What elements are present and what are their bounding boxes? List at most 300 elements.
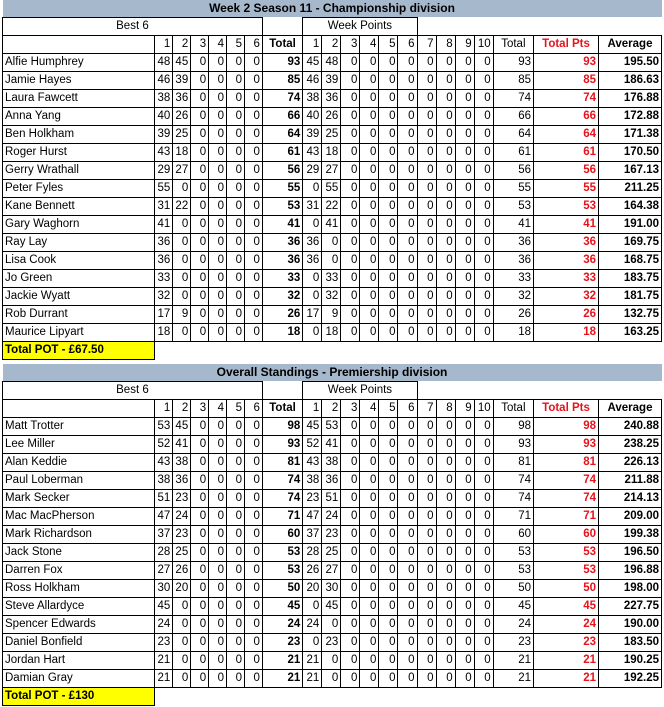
average: 196.50 [599, 544, 662, 562]
week-score: 0 [379, 562, 398, 580]
week-score: 0 [417, 306, 436, 324]
best6-total: 81 [262, 454, 302, 472]
week-score: 0 [436, 198, 455, 216]
week-score: 0 [303, 270, 322, 288]
week-score: 0 [474, 234, 493, 252]
premiership-best-col-header: 1 [155, 400, 173, 418]
championship-title: Week 2 Season 11 - Championship division [3, 0, 662, 18]
week-score: 0 [341, 634, 360, 652]
week-score: 0 [436, 288, 455, 306]
total-pts: 93 [534, 54, 599, 72]
best-score: 0 [227, 324, 245, 342]
week-score: 0 [436, 418, 455, 436]
average: 168.75 [599, 252, 662, 270]
week-score: 23 [322, 634, 341, 652]
best-score: 0 [209, 198, 227, 216]
week-score: 0 [379, 508, 398, 526]
total-pts: 64 [534, 126, 599, 144]
championship-week-col-header: 3 [341, 36, 360, 54]
player-name: Lisa Cook [3, 252, 155, 270]
best-score: 0 [209, 436, 227, 454]
championship-total-pts-header: Total Pts [534, 36, 599, 54]
best6-total: 45 [262, 598, 302, 616]
week-score: 38 [303, 90, 322, 108]
week-score: 47 [303, 508, 322, 526]
premiership-week-col-header: 9 [455, 400, 474, 418]
premiership-best-col-header: 4 [209, 400, 227, 418]
best6-total: 74 [262, 490, 302, 508]
week-score: 0 [303, 288, 322, 306]
week-total: 61 [493, 144, 533, 162]
table-row [3, 598, 662, 616]
best-score: 18 [155, 324, 173, 342]
week-score: 21 [303, 652, 322, 670]
week-score: 0 [417, 490, 436, 508]
week-score: 0 [436, 162, 455, 180]
best-score: 0 [209, 306, 227, 324]
best-score: 0 [191, 454, 209, 472]
week-score: 0 [360, 436, 379, 454]
week-score: 0 [360, 616, 379, 634]
best-score: 43 [155, 454, 173, 472]
championship-total-header: Total [262, 36, 302, 54]
player-name: Kane Bennett [3, 198, 155, 216]
week-score: 0 [455, 234, 474, 252]
week-total: 21 [493, 652, 533, 670]
week-score: 0 [379, 418, 398, 436]
week-score: 0 [398, 670, 417, 688]
week-score: 0 [360, 508, 379, 526]
week-score: 36 [322, 90, 341, 108]
best6-total: 23 [262, 634, 302, 652]
week-score: 0 [398, 418, 417, 436]
week-score: 0 [417, 54, 436, 72]
week-score: 0 [417, 418, 436, 436]
best-score: 0 [191, 126, 209, 144]
best-score: 0 [244, 508, 262, 526]
best-score: 0 [244, 324, 262, 342]
week-score: 0 [398, 306, 417, 324]
player-name: Ray Lay [3, 234, 155, 252]
best-score: 33 [155, 270, 173, 288]
week-score: 32 [322, 288, 341, 306]
week-score: 0 [360, 472, 379, 490]
total-pts: 74 [534, 90, 599, 108]
total-pts: 23 [534, 634, 599, 652]
best-score: 0 [191, 616, 209, 634]
week-total: 36 [493, 252, 533, 270]
week-score: 0 [379, 634, 398, 652]
best6-total: 98 [262, 418, 302, 436]
best-score: 0 [191, 306, 209, 324]
best-score: 0 [173, 216, 191, 234]
best-score: 0 [227, 180, 245, 198]
week-score: 0 [436, 526, 455, 544]
player-name: Roger Hurst [3, 144, 155, 162]
week-total: 53 [493, 198, 533, 216]
best-score: 0 [244, 180, 262, 198]
premiership-best-col-header: 5 [227, 400, 245, 418]
week-score: 0 [360, 144, 379, 162]
week-score: 0 [474, 324, 493, 342]
best-score: 25 [173, 544, 191, 562]
best-score: 0 [244, 580, 262, 598]
table-row [3, 454, 662, 472]
premiership-total-pot: Total POT - £130 [3, 688, 155, 706]
week-score: 0 [379, 472, 398, 490]
best-score: 21 [155, 652, 173, 670]
best6-total: 56 [262, 162, 302, 180]
table-row [3, 324, 662, 342]
week-score: 0 [341, 108, 360, 126]
week-score: 0 [398, 490, 417, 508]
championship-total-pot: Total POT - £67.50 [3, 342, 155, 360]
week-score: 0 [455, 508, 474, 526]
week-score: 0 [398, 288, 417, 306]
championship-week-col-header: 10 [474, 36, 493, 54]
championship-best-col-header: 2 [173, 36, 191, 54]
week-score: 0 [379, 216, 398, 234]
best-score: 0 [209, 526, 227, 544]
week-score: 0 [455, 634, 474, 652]
week-score: 0 [398, 270, 417, 288]
best-score: 0 [191, 144, 209, 162]
table-row [3, 670, 662, 688]
player-name: Paul Loberman [3, 472, 155, 490]
week-score: 0 [455, 324, 474, 342]
week-score: 23 [303, 490, 322, 508]
week-score: 0 [474, 180, 493, 198]
week-score: 0 [436, 126, 455, 144]
week-score: 0 [360, 90, 379, 108]
week-score: 0 [360, 126, 379, 144]
week-score: 0 [398, 90, 417, 108]
best-score: 26 [173, 108, 191, 126]
week-score: 0 [360, 544, 379, 562]
best-score: 0 [173, 252, 191, 270]
week-score: 0 [417, 108, 436, 126]
total-pts: 53 [534, 198, 599, 216]
average: 199.38 [599, 526, 662, 544]
week-total: 53 [493, 544, 533, 562]
championship-average-header: Average [599, 36, 662, 54]
average: 163.25 [599, 324, 662, 342]
week-score: 0 [417, 508, 436, 526]
week-score: 0 [436, 490, 455, 508]
week-score: 24 [322, 508, 341, 526]
best-score: 22 [173, 198, 191, 216]
week-score: 0 [436, 472, 455, 490]
best-score: 0 [227, 652, 245, 670]
week-score: 0 [398, 54, 417, 72]
week-score: 38 [303, 472, 322, 490]
best-score: 0 [227, 270, 245, 288]
premiership-title: Overall Standings - Premiership division [3, 364, 662, 382]
best-score: 0 [209, 580, 227, 598]
best-score: 37 [155, 526, 173, 544]
week-score: 0 [417, 436, 436, 454]
week-score: 0 [341, 72, 360, 90]
premiership-week-col-header: 1 [303, 400, 322, 418]
best-score: 0 [191, 198, 209, 216]
best-score: 0 [191, 418, 209, 436]
week-score: 0 [436, 616, 455, 634]
week-score: 0 [474, 598, 493, 616]
best6-total: 26 [262, 306, 302, 324]
week-score: 0 [398, 652, 417, 670]
player-name: Ben Holkham [3, 126, 155, 144]
championship-best-col-header: 6 [244, 36, 262, 54]
best-score: 0 [227, 90, 245, 108]
week-score: 0 [398, 508, 417, 526]
week-score: 0 [455, 652, 474, 670]
week-score: 0 [379, 252, 398, 270]
player-name: Alfie Humphrey [3, 54, 155, 72]
week-score: 0 [379, 580, 398, 598]
best-score: 36 [173, 90, 191, 108]
average: 169.75 [599, 234, 662, 252]
best-score: 0 [244, 670, 262, 688]
total-pts: 81 [534, 454, 599, 472]
best-score: 0 [244, 108, 262, 126]
week-score: 0 [474, 580, 493, 598]
week-score: 36 [303, 234, 322, 252]
week-score: 0 [379, 598, 398, 616]
best-score: 24 [173, 508, 191, 526]
week-score: 0 [455, 490, 474, 508]
best-score: 36 [155, 252, 173, 270]
week-score: 0 [398, 126, 417, 144]
best-score: 0 [227, 108, 245, 126]
week-total: 93 [493, 436, 533, 454]
best-score: 17 [155, 306, 173, 324]
best6-total: 24 [262, 616, 302, 634]
week-score: 46 [303, 72, 322, 90]
best-score: 0 [191, 252, 209, 270]
week-score: 0 [398, 162, 417, 180]
best-score: 41 [173, 436, 191, 454]
championship-best6-header: Best 6 [3, 18, 263, 36]
week-score: 0 [474, 634, 493, 652]
best-score: 0 [244, 616, 262, 634]
week-score: 0 [417, 90, 436, 108]
week-score: 0 [474, 270, 493, 288]
best-score: 32 [155, 288, 173, 306]
best-score: 0 [227, 580, 245, 598]
week-score: 0 [436, 634, 455, 652]
week-score: 0 [360, 288, 379, 306]
best-score: 45 [173, 418, 191, 436]
week-score: 30 [322, 580, 341, 598]
best-score: 0 [173, 616, 191, 634]
player-name: Mac MacPherson [3, 508, 155, 526]
week-score: 0 [341, 126, 360, 144]
week-score: 43 [303, 454, 322, 472]
best-score: 36 [155, 234, 173, 252]
best-score: 0 [191, 436, 209, 454]
week-score: 0 [322, 616, 341, 634]
average: 211.25 [599, 180, 662, 198]
best-score: 0 [191, 180, 209, 198]
table-row [3, 144, 662, 162]
best-score: 30 [155, 580, 173, 598]
week-score: 0 [455, 472, 474, 490]
best-score: 0 [244, 216, 262, 234]
week-score: 0 [417, 180, 436, 198]
week-score: 0 [455, 162, 474, 180]
table-row [3, 562, 662, 580]
best-score: 0 [191, 108, 209, 126]
table-row [3, 436, 662, 454]
best-score: 0 [227, 670, 245, 688]
player-name: Daniel Bonfield [3, 634, 155, 652]
best-score: 38 [173, 454, 191, 472]
premiership-best-col-header: 3 [191, 400, 209, 418]
week-score: 31 [303, 198, 322, 216]
championship-best-col-header: 5 [227, 36, 245, 54]
week-total: 18 [493, 324, 533, 342]
week-score: 0 [303, 180, 322, 198]
average: 171.38 [599, 126, 662, 144]
total-pts: 33 [534, 270, 599, 288]
week-score: 0 [398, 580, 417, 598]
week-score: 0 [303, 598, 322, 616]
week-score: 0 [360, 634, 379, 652]
best-score: 0 [244, 288, 262, 306]
best6-total: 41 [262, 216, 302, 234]
premiership-best6-header: Best 6 [3, 382, 263, 400]
week-score: 39 [322, 72, 341, 90]
best6-total: 21 [262, 670, 302, 688]
week-score: 0 [436, 144, 455, 162]
table-row [3, 508, 662, 526]
week-score: 51 [322, 490, 341, 508]
player-name: Jack Stone [3, 544, 155, 562]
week-total: 41 [493, 216, 533, 234]
best-score: 0 [173, 652, 191, 670]
week-score: 0 [379, 490, 398, 508]
week-score: 0 [417, 544, 436, 562]
week-score: 43 [303, 144, 322, 162]
table-row [3, 288, 662, 306]
week-score: 0 [436, 580, 455, 598]
best-score: 0 [244, 252, 262, 270]
week-total: 74 [493, 490, 533, 508]
total-pts: 24 [534, 616, 599, 634]
best-score: 48 [155, 54, 173, 72]
week-score: 0 [417, 580, 436, 598]
best-score: 39 [173, 72, 191, 90]
week-total: 53 [493, 562, 533, 580]
average: 209.00 [599, 508, 662, 526]
best-score: 31 [155, 198, 173, 216]
best-score: 9 [173, 306, 191, 324]
best-score: 0 [244, 198, 262, 216]
total-pts: 26 [534, 306, 599, 324]
week-score: 0 [379, 198, 398, 216]
week-score: 38 [322, 454, 341, 472]
best-score: 0 [209, 562, 227, 580]
player-name: Gerry Wrathall [3, 162, 155, 180]
average: 164.38 [599, 198, 662, 216]
week-total: 74 [493, 90, 533, 108]
best-score: 45 [173, 54, 191, 72]
best-score: 0 [227, 288, 245, 306]
best-score: 0 [227, 526, 245, 544]
total-pts: 21 [534, 670, 599, 688]
best-score: 0 [209, 288, 227, 306]
table-row [3, 216, 662, 234]
premiership-table [2, 364, 662, 706]
best-score: 53 [155, 418, 173, 436]
week-score: 0 [455, 144, 474, 162]
championship-total2-header: Total [493, 36, 533, 54]
player-name: Gary Waghorn [3, 216, 155, 234]
best-score: 0 [173, 180, 191, 198]
premiership-week-col-header: 2 [322, 400, 341, 418]
best-score: 0 [209, 252, 227, 270]
best-score: 0 [209, 454, 227, 472]
player-name: Lee Miller [3, 436, 155, 454]
best-score: 0 [191, 90, 209, 108]
best-score: 41 [155, 216, 173, 234]
total-pts: 32 [534, 288, 599, 306]
best-score: 0 [191, 598, 209, 616]
week-total: 64 [493, 126, 533, 144]
best-score: 23 [155, 634, 173, 652]
week-score: 0 [379, 126, 398, 144]
week-score: 0 [474, 418, 493, 436]
week-score: 53 [322, 418, 341, 436]
table-row [3, 544, 662, 562]
total-pts: 61 [534, 144, 599, 162]
week-score: 0 [417, 562, 436, 580]
premiership-week-col-header: 3 [341, 400, 360, 418]
week-score: 0 [341, 180, 360, 198]
best-score: 0 [209, 616, 227, 634]
best-score: 0 [191, 580, 209, 598]
week-score: 0 [379, 288, 398, 306]
total-pts: 98 [534, 418, 599, 436]
best-score: 0 [173, 598, 191, 616]
table-row [3, 526, 662, 544]
week-score: 0 [417, 670, 436, 688]
best-score: 24 [155, 616, 173, 634]
week-score: 0 [474, 162, 493, 180]
week-score: 0 [341, 454, 360, 472]
week-score: 45 [303, 418, 322, 436]
best6-total: 53 [262, 562, 302, 580]
player-name: Mark Secker [3, 490, 155, 508]
best-score: 0 [191, 288, 209, 306]
week-score: 0 [455, 252, 474, 270]
table-row [3, 180, 662, 198]
premiership-total-header: Total [262, 400, 302, 418]
best-score: 0 [244, 90, 262, 108]
best-score: 0 [227, 72, 245, 90]
total-pts: 60 [534, 526, 599, 544]
week-score: 0 [398, 108, 417, 126]
week-score: 0 [474, 436, 493, 454]
average: 132.75 [599, 306, 662, 324]
best-score: 21 [155, 670, 173, 688]
week-score: 0 [455, 54, 474, 72]
championship-week-col-header: 7 [417, 36, 436, 54]
week-score: 0 [474, 508, 493, 526]
week-score: 0 [455, 616, 474, 634]
week-score: 0 [322, 652, 341, 670]
week-total: 66 [493, 108, 533, 126]
